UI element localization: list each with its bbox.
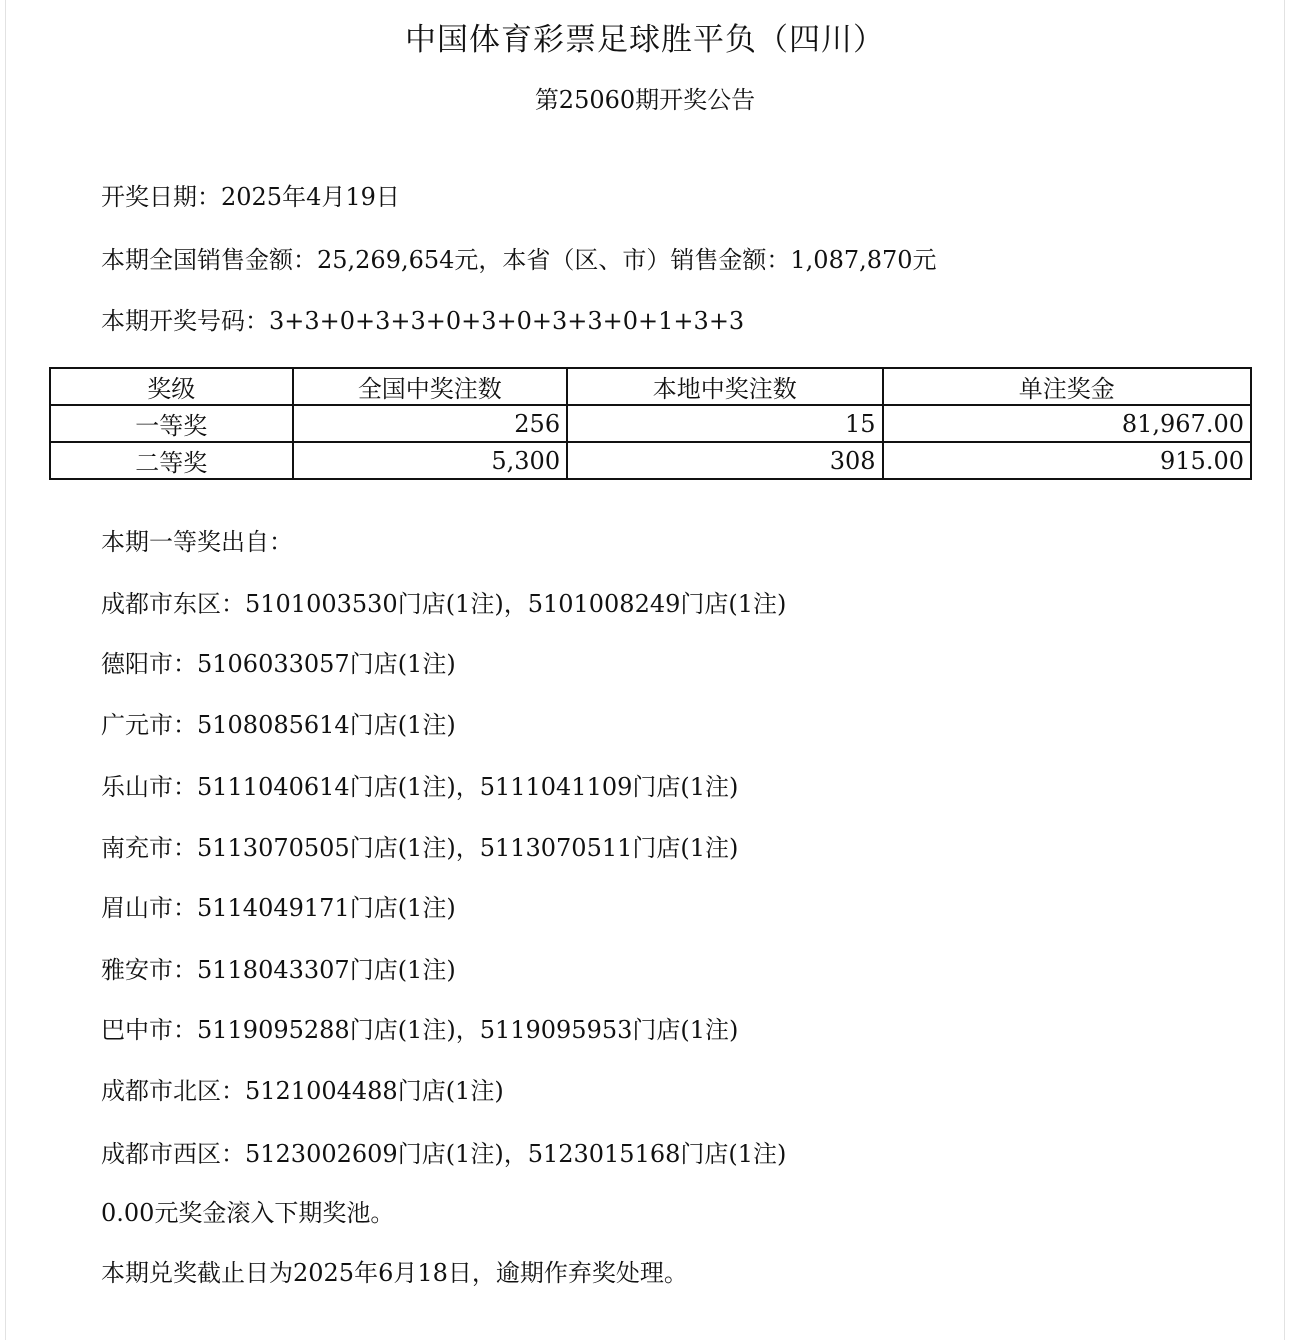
winner-line: 雅安市：5118043307门店(1注) bbox=[101, 956, 456, 984]
winner-line: 广元市：5108085614门店(1注) bbox=[101, 711, 456, 739]
prize-level-cell: 一等奖 bbox=[50, 405, 293, 442]
local-count-cell: 15 bbox=[567, 405, 882, 442]
prize-table bbox=[49, 367, 1252, 480]
header-national-count: 全国中奖注数 bbox=[293, 368, 568, 405]
prize-amount-cell: 915.00 bbox=[883, 442, 1251, 479]
prize-amount-cell: 81,967.00 bbox=[883, 405, 1251, 442]
page-subtitle: 第25060期开奖公告 bbox=[534, 86, 756, 114]
winner-line: 德阳市：5106033057门店(1注) bbox=[101, 650, 456, 678]
winner-line: 成都市北区：5121004488门店(1注) bbox=[101, 1077, 504, 1105]
table-row bbox=[50, 405, 1251, 442]
header-prize-amount: 单注奖金 bbox=[883, 368, 1251, 405]
draw-date: 开奖日期：2025年4月19日 bbox=[101, 183, 400, 211]
table-row bbox=[50, 442, 1251, 479]
winner-line: 南充市：5113070505门店(1注)，5113070511门店(1注) bbox=[101, 834, 739, 862]
page-title: 中国体育彩票足球胜平负（四川） bbox=[405, 22, 885, 58]
winning-numbers: 本期开奖号码：3+3+0+3+3+0+3+0+3+3+0+1+3+3 bbox=[101, 307, 745, 335]
winner-line: 眉山市：5114049171门店(1注) bbox=[101, 894, 456, 922]
local-count-cell: 308 bbox=[567, 442, 882, 479]
winner-line: 成都市东区：5101003530门店(1注)，5101008249门店(1注) bbox=[101, 590, 787, 618]
prize-level-cell: 二等奖 bbox=[50, 442, 293, 479]
deadline-note: 本期兑奖截止日为2025年6月18日，逾期作弃奖处理。 bbox=[101, 1259, 688, 1287]
announcement-page bbox=[5, 0, 1285, 1340]
winner-line: 乐山市：5111040614门店(1注)，5111041109门店(1注) bbox=[101, 773, 739, 801]
header-local-count: 本地中奖注数 bbox=[567, 368, 882, 405]
national-count-cell: 256 bbox=[293, 405, 568, 442]
winners-heading: 本期一等奖出自： bbox=[101, 528, 293, 556]
header-prize-level: 奖级 bbox=[50, 368, 293, 405]
winner-line: 巴中市：5119095288门店(1注)，5119095953门店(1注) bbox=[101, 1016, 739, 1044]
rollover-note: 0.00元奖金滚入下期奖池。 bbox=[101, 1199, 395, 1227]
table-header-row bbox=[50, 368, 1251, 405]
sales-amount: 本期全国销售金额：25,269,654元，本省（区、市）销售金额：1,087,870元 bbox=[101, 246, 937, 274]
winner-line: 成都市西区：5123002609门店(1注)，5123015168门店(1注) bbox=[101, 1140, 787, 1168]
national-count-cell: 5,300 bbox=[293, 442, 568, 479]
